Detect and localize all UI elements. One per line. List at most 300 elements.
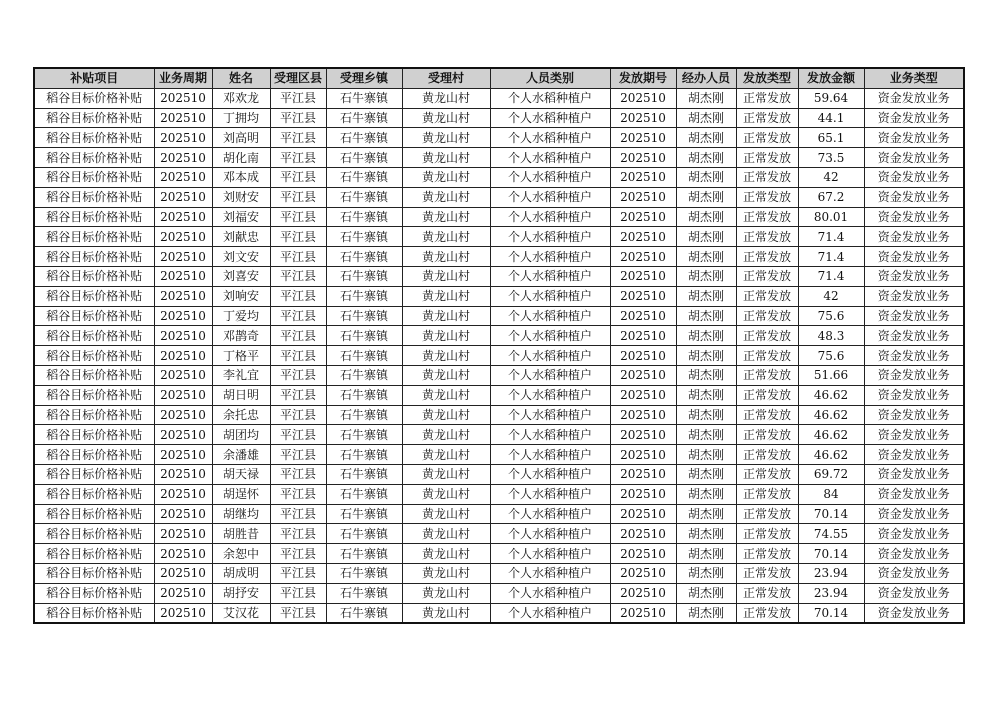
table-cell: 202510 [610,148,676,168]
table-cell: 202510 [154,603,212,623]
table-cell: 资金发放业务 [864,266,964,286]
table-cell: 正常发放 [736,524,798,544]
table-cell: 资金发放业务 [864,326,964,346]
column-header: 人员类别 [490,68,610,88]
table-cell: 75.6 [798,306,864,326]
table-cell: 正常发放 [736,227,798,247]
table-cell: 202510 [610,88,676,108]
table-cell: 个人水稻种植户 [490,247,610,267]
table-cell: 个人水稻种植户 [490,524,610,544]
table-cell: 202510 [154,484,212,504]
table-cell: 平江县 [270,484,326,504]
table-cell: 胡团均 [212,425,270,445]
table-cell: 黄龙山村 [402,385,490,405]
table-cell: 个人水稻种植户 [490,583,610,603]
table-row [34,385,964,405]
table-cell: 丁爱均 [212,306,270,326]
table-cell: 202510 [610,425,676,445]
table-cell: 个人水稻种植户 [490,88,610,108]
table-cell: 稻谷目标价格补贴 [34,405,154,425]
table-cell: 84 [798,484,864,504]
table-cell: 胡杰刚 [676,306,736,326]
table-cell: 个人水稻种植户 [490,544,610,564]
table-cell: 资金发放业务 [864,88,964,108]
table-row [34,326,964,346]
table-cell: 平江县 [270,286,326,306]
table-cell: 黄龙山村 [402,425,490,445]
table-cell: 黄龙山村 [402,365,490,385]
table-cell: 51.66 [798,365,864,385]
table-cell: 202510 [610,346,676,366]
table-cell: 平江县 [270,346,326,366]
table-row [34,247,964,267]
table-cell: 202510 [610,326,676,346]
table-cell: 稻谷目标价格补贴 [34,365,154,385]
table-cell: 202510 [154,365,212,385]
table-cell: 黄龙山村 [402,306,490,326]
table-cell: 稻谷目标价格补贴 [34,445,154,465]
table-cell: 46.62 [798,385,864,405]
table-cell: 艾汉花 [212,603,270,623]
table-cell: 正常发放 [736,504,798,524]
table-cell: 稻谷目标价格补贴 [34,326,154,346]
table-cell: 202510 [154,286,212,306]
table-cell: 平江县 [270,563,326,583]
table-cell: 石牛寨镇 [326,445,402,465]
table-cell: 邓欢龙 [212,88,270,108]
table-row [34,365,964,385]
table-cell: 胡杰刚 [676,187,736,207]
table-cell: 个人水稻种植户 [490,405,610,425]
table-cell: 石牛寨镇 [326,464,402,484]
table-cell: 石牛寨镇 [326,148,402,168]
table-cell: 石牛寨镇 [326,504,402,524]
table-cell: 刘响安 [212,286,270,306]
table-cell: 邓本成 [212,167,270,187]
table-cell: 正常发放 [736,88,798,108]
table-cell: 刘喜安 [212,266,270,286]
table-cell: 稻谷目标价格补贴 [34,484,154,504]
table-cell: 平江县 [270,306,326,326]
table-cell: 稻谷目标价格补贴 [34,108,154,128]
table-cell: 资金发放业务 [864,108,964,128]
table-row [34,88,964,108]
table-cell: 23.94 [798,583,864,603]
table-cell: 黄龙山村 [402,504,490,524]
table-cell: 胡杰刚 [676,445,736,465]
table-cell: 202510 [154,148,212,168]
table-cell: 胡杰刚 [676,167,736,187]
table-cell: 胡杰刚 [676,108,736,128]
table-cell: 个人水稻种植户 [490,286,610,306]
table-row [34,464,964,484]
table-cell: 正常发放 [736,464,798,484]
table-cell: 正常发放 [736,563,798,583]
table-row [34,484,964,504]
table-cell: 黄龙山村 [402,405,490,425]
table-cell: 46.62 [798,425,864,445]
table-row [34,583,964,603]
table-cell: 202510 [610,286,676,306]
table-cell: 胡杰刚 [676,603,736,623]
table-cell: 黄龙山村 [402,563,490,583]
table-cell: 平江县 [270,603,326,623]
table-header-row [34,68,964,88]
table-cell: 正常发放 [736,583,798,603]
table-cell: 丁格平 [212,346,270,366]
table-cell: 黄龙山村 [402,227,490,247]
table-cell: 黄龙山村 [402,128,490,148]
table-cell: 稻谷目标价格补贴 [34,227,154,247]
table-cell: 稻谷目标价格补贴 [34,187,154,207]
table-cell: 202510 [154,385,212,405]
table-cell: 石牛寨镇 [326,365,402,385]
table-cell: 202510 [610,445,676,465]
table-cell: 刘财安 [212,187,270,207]
table-cell: 资金发放业务 [864,464,964,484]
table-cell: 平江县 [270,405,326,425]
column-header: 业务类型 [864,68,964,88]
table-cell: 胡杰刚 [676,286,736,306]
table-row [34,405,964,425]
table-cell: 正常发放 [736,346,798,366]
table-cell: 胡杰刚 [676,148,736,168]
table-cell: 202510 [154,88,212,108]
table-cell: 稻谷目标价格补贴 [34,167,154,187]
table-cell: 黄龙山村 [402,266,490,286]
table-cell: 正常发放 [736,445,798,465]
table-cell: 石牛寨镇 [326,266,402,286]
table-cell: 黄龙山村 [402,603,490,623]
table-cell: 正常发放 [736,286,798,306]
table-cell: 稻谷目标价格补贴 [34,603,154,623]
table-cell: 胡杰刚 [676,346,736,366]
table-row [34,563,964,583]
table-cell: 202510 [610,207,676,227]
table-body [34,88,964,623]
table-cell: 平江县 [270,544,326,564]
table-cell: 胡杰刚 [676,266,736,286]
table-cell: 资金发放业务 [864,247,964,267]
table-cell: 石牛寨镇 [326,425,402,445]
table-row [34,524,964,544]
table-cell: 202510 [154,346,212,366]
table-row [34,266,964,286]
table-cell: 202510 [610,484,676,504]
table-cell: 个人水稻种植户 [490,108,610,128]
table-cell: 黄龙山村 [402,167,490,187]
table-cell: 胡杰刚 [676,583,736,603]
table-row [34,108,964,128]
table-row [34,227,964,247]
table-cell: 46.62 [798,405,864,425]
table-cell: 黄龙山村 [402,207,490,227]
table-cell: 正常发放 [736,405,798,425]
table-cell: 稻谷目标价格补贴 [34,306,154,326]
table-cell: 202510 [154,326,212,346]
table-cell: 23.94 [798,563,864,583]
table-cell: 黄龙山村 [402,187,490,207]
table-cell: 平江县 [270,108,326,128]
table-cell: 石牛寨镇 [326,583,402,603]
table-row [34,425,964,445]
table-cell: 个人水稻种植户 [490,425,610,445]
table-cell: 黄龙山村 [402,326,490,346]
table-cell: 胡化南 [212,148,270,168]
column-header: 姓名 [212,68,270,88]
table-row [34,128,964,148]
table-cell: 刘高明 [212,128,270,148]
table-cell: 69.72 [798,464,864,484]
table-cell: 个人水稻种植户 [490,464,610,484]
table-cell: 胡逞怀 [212,484,270,504]
table-cell: 正常发放 [736,167,798,187]
table-cell: 个人水稻种植户 [490,266,610,286]
table-cell: 稻谷目标价格补贴 [34,286,154,306]
table-cell: 202510 [610,266,676,286]
table-row [34,603,964,623]
table-cell: 平江县 [270,227,326,247]
table-cell: 个人水稻种植户 [490,187,610,207]
table-cell: 个人水稻种植户 [490,326,610,346]
table-cell: 个人水稻种植户 [490,603,610,623]
table-cell: 平江县 [270,504,326,524]
table-cell: 石牛寨镇 [326,108,402,128]
table-cell: 胡杰刚 [676,544,736,564]
table-cell: 资金发放业务 [864,306,964,326]
table-cell: 邓鹊奇 [212,326,270,346]
table-cell: 余恕中 [212,544,270,564]
table-cell: 202510 [610,167,676,187]
table-cell: 个人水稻种植户 [490,128,610,148]
table-cell: 42 [798,286,864,306]
table-row [34,445,964,465]
table-cell: 个人水稻种植户 [490,504,610,524]
table-cell: 资金发放业务 [864,445,964,465]
table-cell: 石牛寨镇 [326,227,402,247]
table-cell: 胡杰刚 [676,425,736,445]
table-cell: 稻谷目标价格补贴 [34,346,154,366]
table-cell: 胡杰刚 [676,326,736,346]
table-cell: 平江县 [270,207,326,227]
table-cell: 71.4 [798,266,864,286]
table-cell: 平江县 [270,583,326,603]
table-cell: 正常发放 [736,425,798,445]
table-cell: 石牛寨镇 [326,306,402,326]
table-cell: 个人水稻种植户 [490,227,610,247]
table-cell: 正常发放 [736,544,798,564]
table-cell: 资金发放业务 [864,207,964,227]
table-row [34,504,964,524]
table-cell: 202510 [154,306,212,326]
table-cell: 202510 [610,464,676,484]
column-header: 发放类型 [736,68,798,88]
table-cell: 正常发放 [736,385,798,405]
table-cell: 70.14 [798,603,864,623]
table-cell: 202510 [610,247,676,267]
table-cell: 资金发放业务 [864,286,964,306]
table-cell: 202510 [154,266,212,286]
table-cell: 石牛寨镇 [326,247,402,267]
table-cell: 胡杰刚 [676,365,736,385]
table-cell: 202510 [610,405,676,425]
table-row [34,148,964,168]
table-cell: 黄龙山村 [402,88,490,108]
table-cell: 胡杰刚 [676,227,736,247]
table-cell: 平江县 [270,326,326,346]
table-cell: 202510 [154,425,212,445]
table-cell: 平江县 [270,128,326,148]
table-cell: 202510 [610,524,676,544]
table-cell: 正常发放 [736,207,798,227]
table-cell: 202510 [610,108,676,128]
table-cell: 202510 [154,524,212,544]
table-cell: 胡杰刚 [676,524,736,544]
table-cell: 资金发放业务 [864,128,964,148]
table-cell: 正常发放 [736,603,798,623]
table-cell: 202510 [610,365,676,385]
table-cell: 资金发放业务 [864,365,964,385]
table-cell: 平江县 [270,445,326,465]
table-cell: 石牛寨镇 [326,167,402,187]
table-cell: 资金发放业务 [864,227,964,247]
subsidy-table [33,67,965,624]
table-cell: 202510 [154,464,212,484]
table-cell: 黄龙山村 [402,148,490,168]
table-cell: 石牛寨镇 [326,128,402,148]
table-cell: 个人水稻种植户 [490,445,610,465]
table-cell: 202510 [154,108,212,128]
table-cell: 44.1 [798,108,864,128]
table-cell: 胡杰刚 [676,504,736,524]
table-cell: 71.4 [798,247,864,267]
table-cell: 胡继均 [212,504,270,524]
table-row [34,306,964,326]
table-cell: 平江县 [270,425,326,445]
column-header: 业务周期 [154,68,212,88]
table-cell: 个人水稻种植户 [490,484,610,504]
table-cell: 个人水稻种植户 [490,207,610,227]
table-cell: 个人水稻种植户 [490,167,610,187]
table-cell: 202510 [154,207,212,227]
table-row [34,167,964,187]
table-cell: 石牛寨镇 [326,207,402,227]
table-cell: 202510 [610,603,676,623]
table-cell: 稻谷目标价格补贴 [34,464,154,484]
table-cell: 石牛寨镇 [326,88,402,108]
table-row [34,207,964,227]
table-cell: 资金发放业务 [864,405,964,425]
table-cell: 正常发放 [736,365,798,385]
table-cell: 202510 [154,544,212,564]
table-row [34,346,964,366]
table-cell: 资金发放业务 [864,504,964,524]
table-cell: 70.14 [798,504,864,524]
table-cell: 刘文安 [212,247,270,267]
table-cell: 资金发放业务 [864,187,964,207]
table-cell: 202510 [154,247,212,267]
table-cell: 202510 [154,128,212,148]
table-cell: 资金发放业务 [864,484,964,504]
table-cell: 48.3 [798,326,864,346]
table-cell: 202510 [610,306,676,326]
table-cell: 平江县 [270,167,326,187]
table-cell: 稻谷目标价格补贴 [34,524,154,544]
table-cell: 正常发放 [736,247,798,267]
table-cell: 李礼宜 [212,365,270,385]
table-cell: 稻谷目标价格补贴 [34,266,154,286]
table-cell: 202510 [154,445,212,465]
table-cell: 石牛寨镇 [326,326,402,346]
table-cell: 平江县 [270,247,326,267]
column-header: 发放金额 [798,68,864,88]
table-cell: 42 [798,167,864,187]
table-cell: 稻谷目标价格补贴 [34,207,154,227]
table-cell: 稻谷目标价格补贴 [34,88,154,108]
table-cell: 石牛寨镇 [326,187,402,207]
table-cell: 石牛寨镇 [326,405,402,425]
column-header: 发放期号 [610,68,676,88]
table-cell: 80.01 [798,207,864,227]
column-header: 受理村 [402,68,490,88]
table-cell: 73.5 [798,148,864,168]
table-cell: 黄龙山村 [402,286,490,306]
table-cell: 石牛寨镇 [326,544,402,564]
table-cell: 石牛寨镇 [326,524,402,544]
table-cell: 刘献忠 [212,227,270,247]
table-cell: 稻谷目标价格补贴 [34,544,154,564]
column-header: 受理区县 [270,68,326,88]
table-cell: 正常发放 [736,306,798,326]
table-cell: 平江县 [270,88,326,108]
table-cell: 正常发放 [736,128,798,148]
table-cell: 丁拥均 [212,108,270,128]
table-cell: 胡杰刚 [676,464,736,484]
table-cell: 资金发放业务 [864,603,964,623]
table-cell: 平江县 [270,148,326,168]
table-cell: 71.4 [798,227,864,247]
table-cell: 稻谷目标价格补贴 [34,425,154,445]
column-header: 受理乡镇 [326,68,402,88]
table-cell: 黄龙山村 [402,247,490,267]
table-cell: 石牛寨镇 [326,563,402,583]
table-cell: 正常发放 [736,148,798,168]
table-cell: 202510 [154,563,212,583]
table-cell: 稻谷目标价格补贴 [34,385,154,405]
table-cell: 个人水稻种植户 [490,148,610,168]
table-cell: 202510 [154,167,212,187]
table-cell: 稻谷目标价格补贴 [34,148,154,168]
table-cell: 个人水稻种植户 [490,346,610,366]
table-cell: 资金发放业务 [864,544,964,564]
table-cell: 个人水稻种植户 [490,365,610,385]
table-cell: 资金发放业务 [864,524,964,544]
table-cell: 个人水稻种植户 [490,563,610,583]
table-cell: 202510 [610,504,676,524]
table-cell: 稻谷目标价格补贴 [34,583,154,603]
table-cell: 黄龙山村 [402,544,490,564]
table-cell: 黄龙山村 [402,583,490,603]
table-row [34,544,964,564]
table-cell: 余潘雄 [212,445,270,465]
table-cell: 202510 [610,187,676,207]
table-cell: 正常发放 [736,266,798,286]
table-cell: 稻谷目标价格补贴 [34,247,154,267]
table-cell: 202510 [154,504,212,524]
table-cell: 平江县 [270,385,326,405]
table-cell: 石牛寨镇 [326,346,402,366]
table-cell: 平江县 [270,365,326,385]
